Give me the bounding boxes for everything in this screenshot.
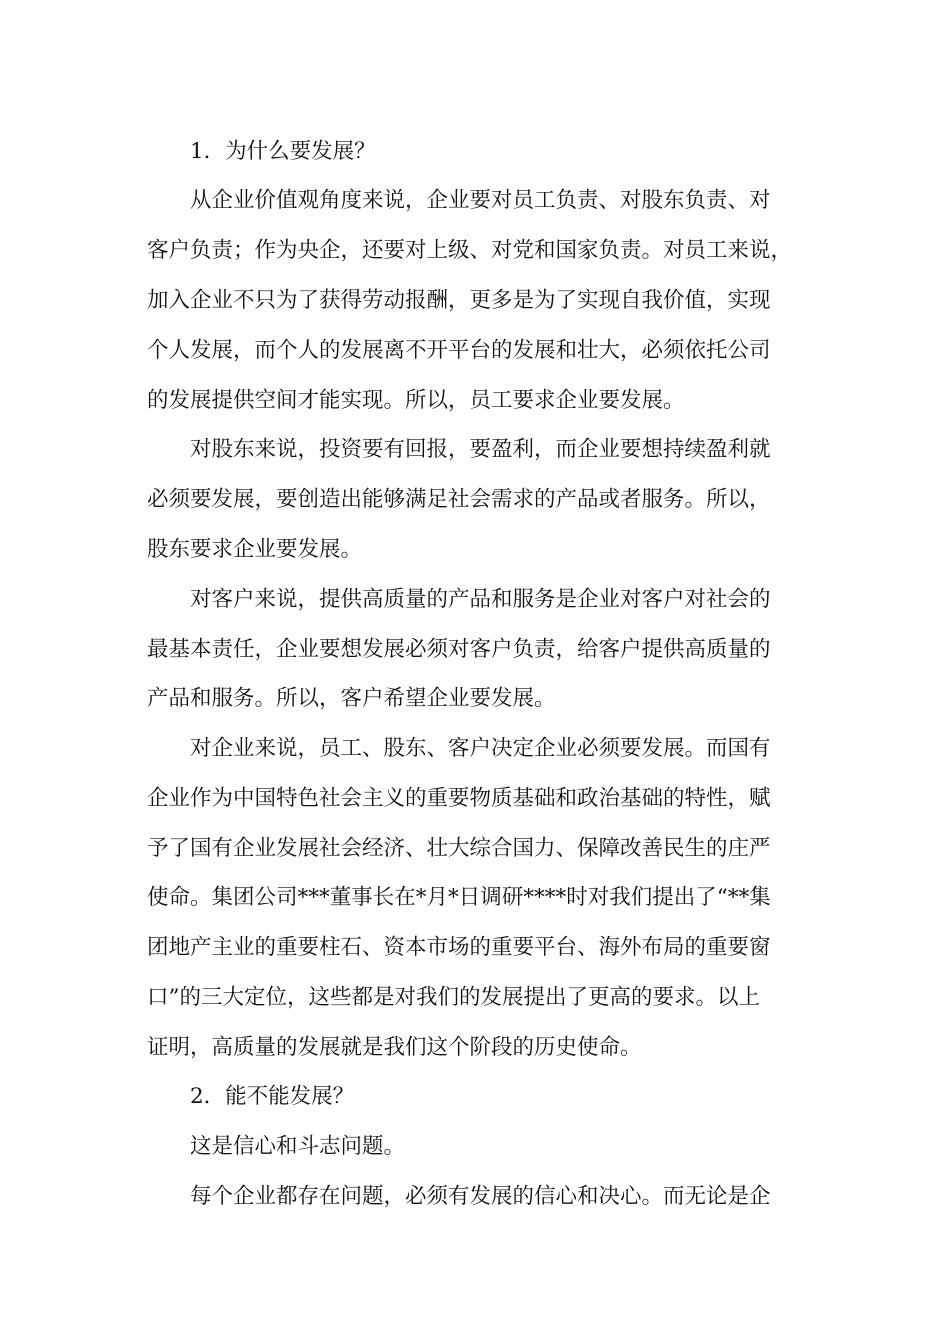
paragraph-line: 对股东来说，投资要有回报，要盈利，而企业要想持续盈利就 [190, 437, 771, 462]
paragraph-line: 对客户来说，提供高质量的产品和服务是企业对客户对社会的 [190, 587, 771, 612]
paragraph-line: 口”的三大定位，这些都是对我们的发展提出了更高的要求。以上 [147, 985, 760, 1010]
paragraph-line: 客户负责；作为央企，还要对上级、对党和国家负责。对员工来说， [147, 238, 793, 263]
paragraph-line: 证明，高质量的发展就是我们这个阶段的历史使命。 [147, 1035, 642, 1060]
paragraph-line: 使命。集团公司***董事长在*月*日调研****时对我们提出了“**集 [147, 885, 771, 910]
paragraph-line: 每个企业都存在问题，必须有发展的信心和决心。而无论是企 [190, 1184, 771, 1209]
paragraph-line: 的发展提供空间才能实现。所以，员工要求企业要发展。 [147, 388, 685, 413]
paragraph-line: 个人发展，而个人的发展离不开平台的发展和壮大，必须依托公司 [147, 338, 771, 363]
paragraph-line: 最基本责任，企业要想发展必须对客户负责，给客户提供高质量的 [147, 637, 771, 662]
paragraph-line: 这是信心和斗志问题。 [190, 1134, 406, 1159]
paragraph-line: 予了国有企业发展社会经济、壮大综合国力、保障改善民生的庄严 [147, 836, 771, 861]
paragraph-line: 加入企业不只为了获得劳动报酬，更多是为了实现自我价值，实现 [147, 288, 771, 313]
paragraph-line: 企业作为中国特色社会主义的重要物质基础和政治基础的特性，赋 [147, 786, 771, 811]
section-heading-2: 2．能不能发展？ [190, 1084, 355, 1109]
paragraph-line: 从企业价值观角度来说，企业要对员工负责、对股东负责、对 [190, 188, 771, 213]
section-heading-1: 1．为什么要发展？ [190, 139, 376, 164]
paragraph-line: 产品和服务。所以，客户希望企业要发展。 [147, 686, 556, 711]
paragraph-line: 股东要求企业要发展。 [147, 537, 363, 562]
paragraph-line: 团地产主业的重要柱石、资本市场的重要平台、海外布局的重要窗 [147, 935, 771, 960]
paragraph-line: 对企业来说，员工、股东、客户决定企业必须要发展。而国有 [190, 736, 771, 761]
paragraph-line: 必须要发展，要创造出能够满足社会需求的产品或者服务。所以， [147, 487, 771, 512]
